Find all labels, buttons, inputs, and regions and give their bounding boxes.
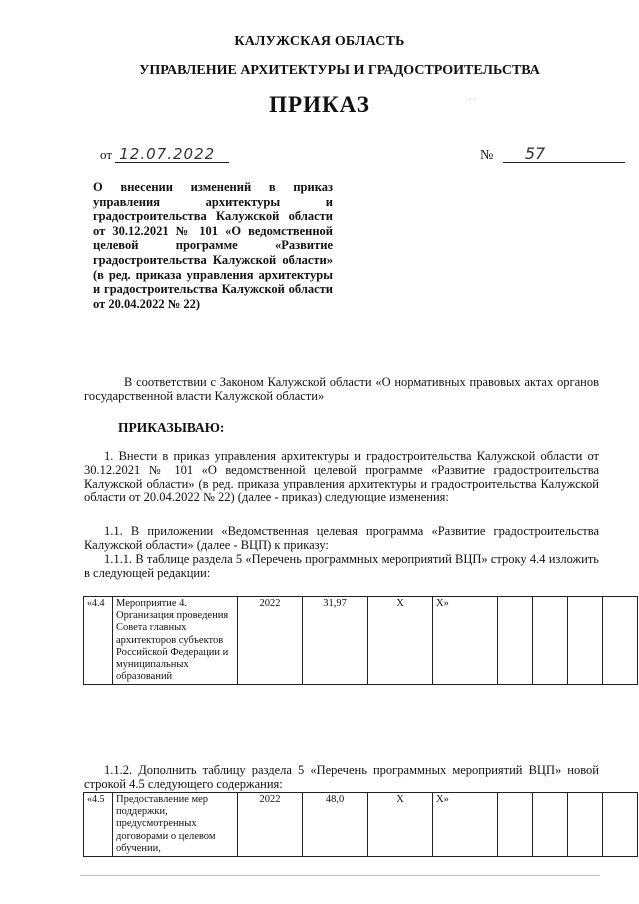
date-field [100,146,229,163]
row-name: Предоставление мер поддержки, предусмотренных договорами о целевом обучении, [113,793,238,857]
row-year: 2022 [238,793,303,857]
row-number: «4.5 [84,793,113,857]
scan-mark: · · [468,94,477,104]
order-subject: О внесении изменений в приказ управления архитектуры и градостроительства Калужской области от 30.12.2021 № 101 «О ведомственной целевой программе «Развитие градостроительства Калужской области» (в ред. приказа управления архитектуры и градостроительства Калужской области от 20.04.2022 № 22) [93,180,333,311]
empty-cell [498,793,533,857]
doc-type-title: ПРИКАЗ [269,92,370,117]
number-prefix: № [480,148,494,163]
page-bottom-edge [80,875,600,876]
date-prefix: от [100,147,113,162]
row-x2: Х» [433,793,498,857]
department-title: УПРАВЛЕНИЕ АРХИТЕКТУРЫ И ГРАДОСТРОИТЕЛЬСТВА [139,63,540,78]
empty-cell [603,793,638,857]
row-sum: 31,97 [303,597,368,685]
program-table-row-4-4 [83,596,638,685]
table-row [84,793,638,857]
table-row [84,597,638,685]
paragraph-1-1-2: 1.1.2. Дополнить таблицу раздела 5 «Перечень программных мероприятий ВЦП» новой строкой 4.5 следующего содержания: [84,763,599,791]
empty-cell [603,597,638,685]
empty-cell [533,793,568,857]
row-name: Мероприятие 4. Организация проведения Совета главных архитекторов субъектов Российской Федерации и муниципальных образований [113,597,238,685]
order-word: ПРИКАЗЫВАЮ: [118,420,225,435]
row-x2: Х» [433,597,498,685]
empty-cell [568,793,603,857]
number-field [480,146,625,164]
paragraph-1-1-1: 1.1.1. В таблице раздела 5 «Перечень программных мероприятий ВЦП» строку 4.4 изложить в следующей редакции: [84,552,599,580]
row-x1: Х [368,793,433,857]
paragraph-1-1: 1.1. В приложении «Ведомственная целевая программа «Развитие градостроительства Калужской области» (далее - ВЦП) к приказу: [84,524,599,552]
region-title: КАЛУЖСКАЯ ОБЛАСТЬ [234,34,405,49]
row-x1: Х [368,597,433,685]
preamble-paragraph: В соответствии с Законом Калужской области «О нормативных правовых актах органов государственной власти Калужской области» [84,375,599,403]
program-table-row-4-5 [83,792,638,857]
empty-cell [568,597,603,685]
paragraph-1: 1. Внести в приказ управления архитектуры и градостроительства Калужской области от 30.12.2021 № 101 «О ведомственной целевой программе «Развитие градостроительства Калужской области» (в ред. приказа управления архитектуры и градостроительства Калужской области от 20.04.2022 № 22) (далее - приказ) следующие изменения: [84,449,599,505]
row-sum: 48,0 [303,793,368,857]
empty-cell [533,597,568,685]
empty-cell [498,597,533,685]
date-value: 12.07.2022 [115,146,229,163]
number-value: 57 [503,146,625,163]
row-number: «4.4 [84,597,113,685]
row-year: 2022 [238,597,303,685]
